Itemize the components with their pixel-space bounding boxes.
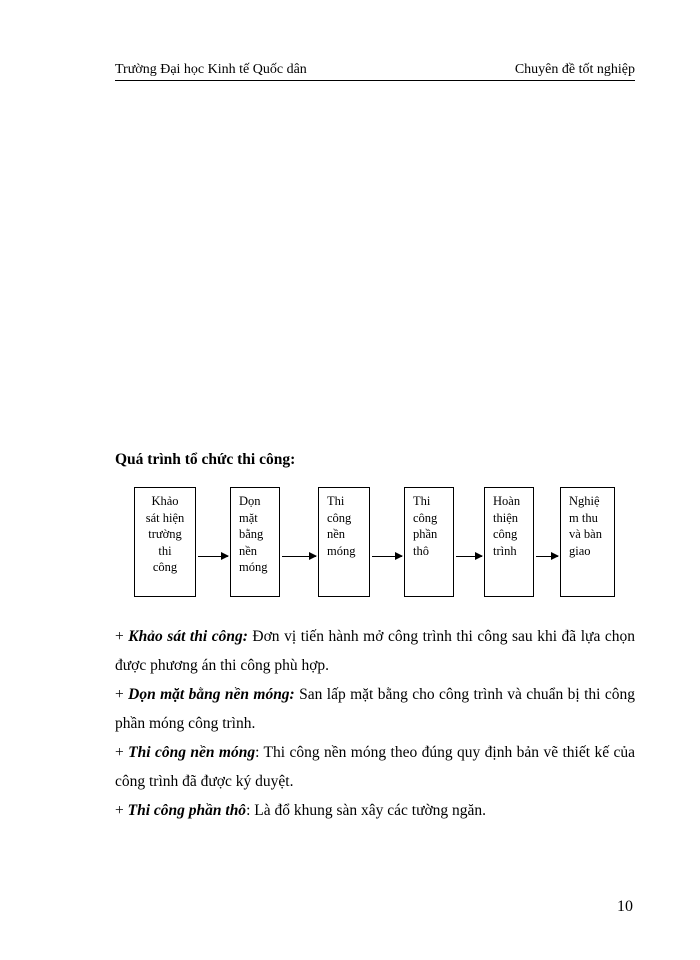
paragraph-text: : Là đổ khung sàn xây các tường ngăn. xyxy=(246,802,487,819)
term-foundation: Thi công nền móng xyxy=(128,744,256,761)
step-line: nền xyxy=(239,543,258,558)
bullet-prefix: + xyxy=(115,802,128,819)
header-university: Trường Đại học Kinh tế Quốc dân xyxy=(115,62,307,77)
step-line: và bàn xyxy=(569,527,602,541)
step-line: công xyxy=(327,510,352,525)
step-line: công xyxy=(493,527,518,541)
step-line: công xyxy=(413,510,438,525)
step-line: móng xyxy=(239,560,268,574)
bullet-prefix: + xyxy=(115,686,129,703)
step-line: nền xyxy=(327,527,346,541)
step-line: mặt xyxy=(239,510,258,525)
step-line: trình xyxy=(493,543,517,558)
process-step-handover xyxy=(560,487,615,597)
process-step-foundation xyxy=(318,487,370,597)
step-line: móng xyxy=(327,543,356,558)
step-line: Nghiệ xyxy=(569,494,600,508)
process-step-rough-construction xyxy=(404,487,454,597)
step-line: giao xyxy=(569,543,591,558)
paragraph-site-clearing xyxy=(115,680,635,738)
term-site-clearing: Dọn mặt bằng nền móng: xyxy=(128,686,295,703)
step-line: sát hiện xyxy=(145,510,185,525)
header-document-type: Chuyên đề tốt nghiệp xyxy=(514,62,635,77)
step-line: thi xyxy=(158,543,172,558)
step-line: phần xyxy=(413,527,438,541)
step-line: bằng xyxy=(239,527,264,541)
paragraph-text: Đơn vị tiến hành mở công trình thi công sau khi đã lựa chọn được phương án thi công phù hợp. xyxy=(115,628,635,674)
step-line: thô xyxy=(413,543,429,558)
term-survey: Khảo sát thi công: xyxy=(128,628,248,645)
step-line: công xyxy=(152,560,178,574)
body-text xyxy=(115,622,635,825)
paragraph-survey xyxy=(115,622,635,680)
paragraph-text: : Thi công nền móng theo đúng quy định bản vẽ thiết kế của công trình đã được ký duyệt. xyxy=(115,744,635,790)
flow-arrow xyxy=(456,556,482,557)
step-line: thiện xyxy=(493,510,518,525)
page-number: 10 xyxy=(617,898,633,915)
step-line: Dọn xyxy=(239,494,261,508)
flow-arrow xyxy=(198,556,228,557)
flow-arrow xyxy=(282,556,316,557)
step-line: m thu xyxy=(569,510,598,525)
step-line: Thi xyxy=(413,494,431,508)
flow-arrow xyxy=(372,556,402,557)
process-step-site-clearing xyxy=(230,487,280,597)
bullet-prefix: + xyxy=(115,744,129,761)
section-title: Quá trình tổ chức thi công: xyxy=(115,451,296,468)
step-line: Khảo xyxy=(151,494,179,508)
paragraph-foundation xyxy=(115,738,635,796)
step-line: Thi xyxy=(327,494,345,508)
bullet-prefix: + xyxy=(115,628,129,645)
page-header xyxy=(115,62,635,81)
step-line: trường xyxy=(148,527,182,541)
process-step-completion xyxy=(484,487,534,597)
flow-arrow xyxy=(536,556,558,557)
paragraph-text: San lấp mặt bằng cho công trình và chuẩn bị thi công phần móng công trình. xyxy=(115,686,635,732)
paragraph-rough-construction xyxy=(115,796,635,825)
step-line: Hoàn xyxy=(493,494,521,508)
process-step-survey xyxy=(134,487,196,597)
term-rough-construction: Thi công phần thô xyxy=(127,802,247,819)
